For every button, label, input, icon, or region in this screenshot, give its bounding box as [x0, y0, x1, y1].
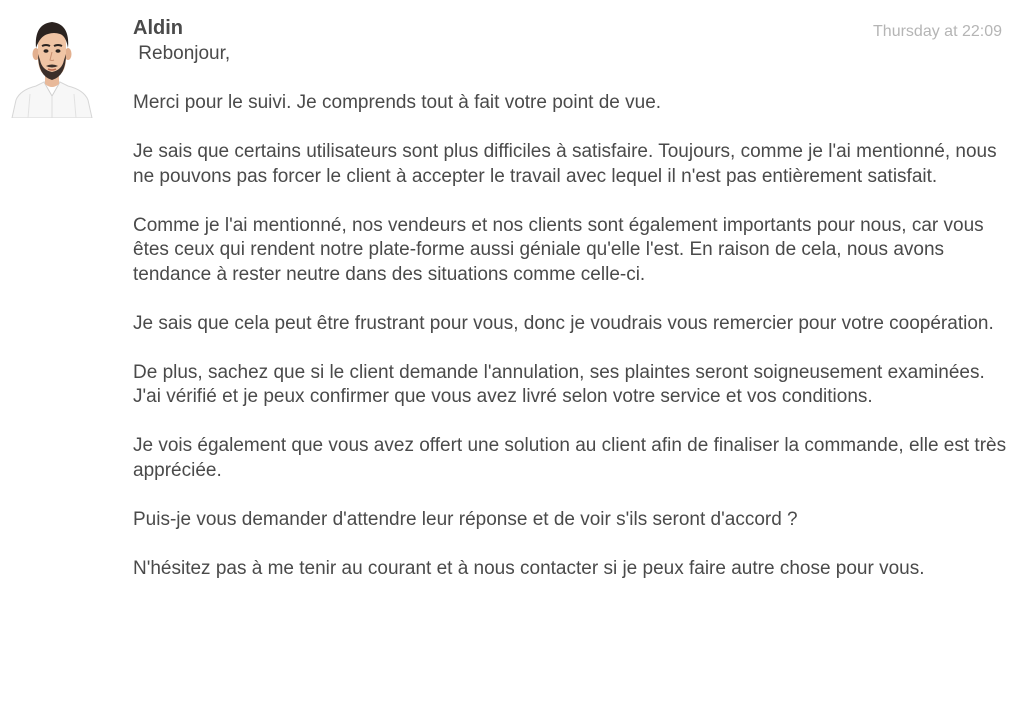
message-paragraph: De plus, sachez que si le client demande l'annulation, ses plaintes seront soigneusement examinées. J'ai vérifié et je peux confirmer que vous avez livré selon votre service et vos conditions. — [133, 361, 991, 407]
user-avatar-icon[interactable] — [10, 14, 94, 118]
message-paragraph: Puis-je vous demander d'attendre leur réponse et de voir s'ils seront d'accord ? — [133, 508, 798, 530]
message-paragraph: Je sais que certains utilisateurs sont plus difficiles à satisfaire. Toujours, comme je l'ai mentionné, nous ne pouvons pas forcer le client à accepter le travail avec lequel il n'est pas entièrement satisfait. — [133, 141, 1002, 187]
message-paragraph: Comme je l'ai mentionné, nos vendeurs et nos clients sont également importants pour nous, car vous êtes ceux qui rendent notre plate-forme aussi géniale qu'elle l'est. En raison de cela, nous avons tendance à rester neutre dans des situations comme celle-ci. — [133, 214, 989, 285]
message-paragraph: Rebonjour, — [133, 43, 231, 64]
message-paragraph: Je sais que cela peut être frustrant pour vous, donc je voudrais vous remercier pour votre coopération. — [133, 312, 994, 334]
message-paragraph: Merci pour le suivi. Je comprends tout à fait votre point de vue. — [133, 92, 662, 113]
message-paragraph: N'hésitez pas à me tenir au courant et à nous contacter si je peux faire autre chose pour vous. — [133, 557, 925, 579]
sender-name[interactable]: Aldin — [133, 17, 183, 39]
message-paragraph: Je vois également que vous avez offert une solution au client afin de finaliser la commande, elle est très appréciée. — [133, 435, 1012, 481]
message-body — [133, 42, 1013, 606]
message-timestamp: Thursday at 22:09 — [873, 23, 1002, 40]
